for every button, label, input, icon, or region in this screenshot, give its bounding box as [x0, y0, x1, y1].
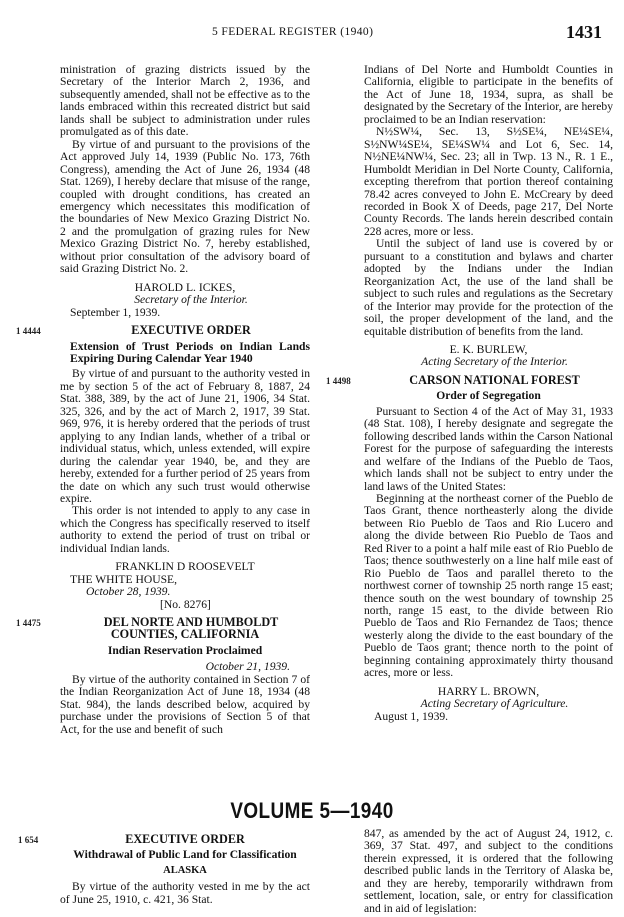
carson-title: CARSON NATIONAL FOREST — [409, 372, 580, 387]
alaska-subheading: Withdrawal of Public Land for Classification — [73, 848, 297, 862]
marginal-number-654: 1 654 — [18, 835, 39, 845]
alaska-paragraph: By virtue of the authority vested in me by the act of June 25, 1910, c. 421, 36 Stat. — [60, 880, 310, 906]
executive-order-paragraph: By virtue of and pursuant to the authority vested in me by section 5 of the act of February 8, 1887, 24 Stat. 388, 389, by the act of June 21, 1906, 34 Stat. 325, 326, and by the act of March 2, 1917, 39 Stat. 969, 976, it is hereby ordered that the periods of trust applying to any Indian lands, whether of a tribal or individual status, which, unless extended, will expire during the calendar year 1940, be, and they are hereby, extended for a further period of 25 years from the date on which any such trust would otherwise expire. — [60, 367, 310, 505]
del-norte-heading — [16, 615, 310, 642]
executive-order-heading — [16, 323, 310, 338]
executive-order-title: EXECUTIVE ORDER — [131, 323, 251, 338]
del-norte-paragraph-continued: Indians of Del Norte and Humboldt Counties in California, eligible to participate in the benefits of the Act of June 18, 1934, supra, as shall be designated by the Secretary of the Interior, are hereby proclaimed to be an Indian reservation: — [364, 63, 614, 126]
executive-order-number: [No. 8276] — [160, 597, 211, 611]
signature-brown: HARRY L. BROWN, — [437, 684, 540, 698]
del-norte-legal-description: N½SW¼, Sec. 13, S½SE¼, NE¼SE¼, S½NW¼SE¼, SE¼SW¼ and Lot 6, Sec. 14, N½NE¼NW¼, Sec. 23; all in Twp. 13 N., R. 1 E., Humboldt Meridian in Del Norte County, California, excepting therefrom that portion thereof containing 78.42 acres conveyed to John E. McCreary by deed recorded in Book X of Deeds, page 217, Del Norte County Records. The lands herein described contain 228 acres, more or less. — [364, 125, 613, 238]
alaska-paragraph-continued: 847, as amended by the act of August 24, 1912, c. 369, 37 Stat. 497, and subject to the conditions therein expressed, it is ordered that the following described public lands in the Territory of Alaska be, and they are hereby, temporarily withdrawn from settlement, location, sale, or entry for classification and in aid of legislation: — [364, 827, 613, 915]
bottom-right-column — [364, 828, 613, 915]
carson-subheading: Order of Segregation — [436, 389, 541, 403]
signature-burlew: E. K. BURLEW, — [449, 342, 528, 356]
running-title: 5 FEDERAL REGISTER (1940) — [212, 26, 374, 38]
del-norte-subheading: Indian Reservation Proclaimed — [107, 643, 263, 657]
running-header — [0, 22, 624, 46]
white-house-line: THE WHITE HOUSE, — [70, 572, 178, 586]
signature-title-ickes: Secretary of the Interior. — [134, 293, 248, 307]
marginal-number-4444: 1 4444 — [16, 326, 41, 337]
grazing-paragraph: By virtue of and pursuant to the provisions of the Act approved July 14, 1939 (Public No. 173, 76th Congress), amending the Act of June 26, 1934 (48 Stat. 1269), I hereby declare that misuse of the range, coupled with drought conditions, has created an emergency which necessitates this modification of the boundaries of New Mexico Grazing District No. 2 and the promulgation of grazing rules for New Mexico Grazing District No. 7, hereby established, without prior consultation of the advisory board of said Grazing District No. 2. — [60, 137, 310, 276]
signature-title-brown: Acting Secretary of Agriculture. — [420, 697, 569, 711]
alaska-executive-order-title: EXECUTIVE ORDER — [125, 832, 245, 846]
bottom-left-column — [18, 828, 310, 906]
signature-roosevelt: FRANKLIN D ROOSEVELT — [115, 560, 255, 574]
signature-date-ickes: September 1, 1939. — [70, 305, 161, 319]
alaska-executive-order-heading — [18, 833, 310, 845]
carson-paragraph: Pursuant to Section 4 of the Act of May 31, 1933 (48 Stat. 108), I hereby designate and segregate the following described lands within the Carson National Forest for the purpose of safeguarding the interests and welfare of the Indians of the Pueblo de Taos, which lands shall not be subject to entry under the land laws of the United States: — [364, 404, 613, 493]
signature-date-brown: August 1, 1939. — [374, 709, 449, 723]
page-number: 1431 — [566, 22, 602, 42]
del-norte-date: October 21, 1939. — [205, 660, 290, 674]
signature-title-burlew: Acting Secretary of the Interior. — [421, 355, 568, 369]
executive-order-date: October 28, 1939. — [86, 585, 171, 599]
left-column — [16, 63, 310, 736]
del-norte-paragraph-2: Until the subject of land use is covered by or pursuant to a constitution and bylaws and charter adopted by the Indians under the Indian Reorganization Act, the use of the land shall be subject to such rules and regulations as the Secretary of the Interior may provide for the protection of the soil, the proper development of the land, and the equitable distribution of benefits from the land. — [364, 237, 613, 338]
del-norte-title: DEL NORTE AND HUMBOLDT COUNTIES, CALIFORNIA — [103, 615, 279, 642]
signature-ickes: HAROLD L. ICKES, — [134, 280, 236, 294]
volume-banner: VOLUME 5—1940 — [230, 798, 394, 823]
grazing-paragraph-continued: ministration of grazing districts issued by the Secretary of the Interior March 2, 1936, and subsequently amended, shall not be effective as to the lands embraced within this recreated district but said lands shall be subject to administration under rules promulgated as of this date. — [60, 63, 310, 139]
carson-heading — [326, 372, 613, 387]
executive-order-subheading: Extension of Trust Periods on Indian Lands Expiring During Calendar Year 1940 — [70, 339, 310, 365]
del-norte-paragraph: By virtue of the authority contained in Section 7 of the Indian Reorganization Act of June 18, 1934 (48 Stat. 984), the lands described below, acquired by purchase under the provisions of Section 5 of that Act, for the use and benefit of such — [60, 672, 310, 736]
marginal-number-4475: 1 4475 — [16, 618, 41, 629]
alaska-place: ALASKA — [163, 864, 207, 876]
executive-order-paragraph-2: This order is not intended to apply to any case in which the Congress has specifically reserved to itself authority to extend the period of trust on tribal or individual Indian lands. — [60, 504, 310, 555]
carson-paragraph-2: Beginning at the northeast corner of the Pueblo de Taos Grant, thence northeasterly along the divide between Rio Pueblo de Taos and Rio Lucero and along the divide between Rio Pueblo de Taos and Red River to a point a half mile east of Rio Pueblo de Taos; thence southwesterly on a line half mile east of Rio Pueblo de Taos and parallel thereto to the northwest corner of township 25 north range 15 east; thence south on the west boundary of township 25 north, range 15 east, to the divide between Rio Pueblo de Taos and Rio Fernandez de Taos; thence westerly along the divide to the east boundary of the Pueblo de Taos grant; thence north to the point of beginning containing approximately thirty thousand acres, more or less. — [364, 491, 613, 680]
marginal-number-4498: 1 4498 — [326, 375, 351, 386]
right-column — [326, 63, 614, 723]
